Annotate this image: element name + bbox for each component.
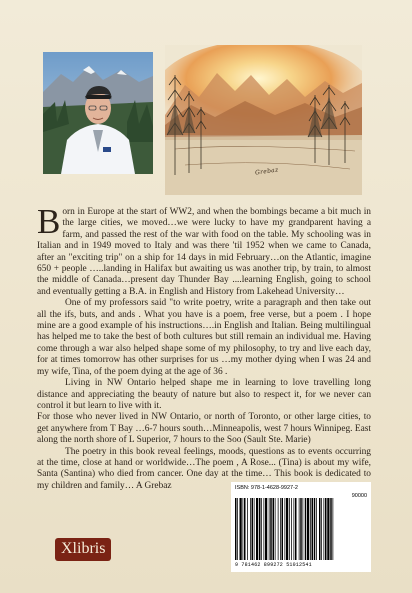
barcode-bar — [314, 498, 316, 560]
barcode-bar — [324, 498, 325, 560]
barcode-bar — [265, 498, 267, 560]
barcode-bar — [327, 498, 329, 560]
barcode-bar — [259, 498, 261, 560]
barcode-bar — [261, 498, 262, 560]
barcode-bar — [278, 498, 279, 560]
author-biography — [37, 202, 371, 492]
barcode-bar — [299, 498, 300, 560]
barcode-bar — [285, 498, 286, 560]
barcode-bar — [319, 498, 321, 560]
barcode-bar — [310, 498, 311, 560]
barcode-bar — [247, 498, 248, 560]
barcode-bar — [295, 498, 297, 560]
drop-cap: B — [37, 202, 61, 241]
barcode-bar — [321, 498, 322, 560]
barcode-bar — [250, 498, 251, 560]
barcode-bar — [300, 498, 302, 560]
author-photo — [43, 52, 153, 174]
price-code: 90000 — [351, 493, 367, 499]
barcode-bar — [256, 498, 258, 560]
barcode-bar — [270, 498, 272, 560]
barcode-bar — [325, 498, 327, 560]
paragraph-2: One of my professors said "to write poetry, write a paragraph and then take out all the ifs, buts, and ands . What you have is a poem, free verse, but a poem . I hope mine are a good example of his instructions….in English and Italian. Being multilingual has helped me to take the best of both cultures but still remain an individual me. Having come through a war also helped shape some of my philosophy, to try and live each day, for at times tomorrow has other surprises for us …my mother dying when I was 24 and my wife, Tina, of the poem dying at the age of 36 . — [37, 298, 371, 377]
barcode-bar — [237, 498, 238, 560]
paragraph-3: Living in NW Ontario helped shape me in learning to love travelling long distance and appreciating the beauty of nature but also to respect it, for we never can control it but learn to live with it. — [37, 378, 371, 411]
barcode-bar — [275, 498, 276, 560]
barcode-bar — [235, 498, 237, 560]
barcode-bar — [330, 498, 332, 560]
isbn-barcode — [231, 482, 371, 572]
paragraph-1-text: orn in Europe at the start of WW2, and when the bombings became a bit much in the large cities, we moved…we were lucky to have my grandparent having a farm, and passed the rest of the war with food on the table. My schooling was in Italian and in 1949 moved to Italy and was there 'til 1952 when we came to Canada, after an "exciting trip" on a ship for 14 days in mid February…on the Atlantic, imagine 650 + people …..landing in Halifax but awaiting us was another trip, by train, to almost the middle of Canada…present day Thunder Bay ....learning English, going to school and eventually getting a B.A. in English and History from Lakehead University… — [37, 207, 371, 297]
barcode-bar — [289, 498, 290, 560]
barcode-bar — [333, 498, 334, 560]
publisher-logo: Xlibris — [55, 538, 111, 561]
barcode-bar — [316, 498, 317, 560]
barcode-bar — [269, 498, 270, 560]
barcode-bar — [312, 498, 314, 560]
barcode-bar — [282, 498, 284, 560]
barcode-bar — [305, 498, 307, 560]
barcode-bar — [244, 498, 246, 560]
barcode-bar — [286, 498, 288, 560]
barcode-bar — [264, 498, 265, 560]
paragraph-5: The poetry in this book reveal feelings, moods, questions as to events occurring at the time, close at hand or worldwide…The poem , A Rose... (Tina) is about my wife, Santa (Santina) who died from cancer. One day at the time… This book is dedicated to my children and family… A Grebaz — [37, 446, 371, 491]
paragraph-1 — [37, 202, 371, 298]
barcode-bar — [273, 498, 275, 560]
barcode-bar — [307, 498, 309, 560]
barcode-bars — [235, 498, 367, 560]
barcode-bar — [303, 498, 304, 560]
barcode-bar — [252, 498, 254, 560]
painting-signature: Grebaz — [254, 166, 279, 177]
barcode-bar — [294, 498, 295, 560]
barcode-bar — [243, 498, 244, 560]
isbn-label: ISBN: 978-1-4628-9927-2 — [235, 485, 298, 491]
barcode-bar — [280, 498, 281, 560]
paragraph-4: For those who never lived in NW Ontario, or north of Toronto, or other large cities, to get anywhere from T Bay …6-7 hours south…Minneapolis, west 7 hours Winnipeg. East along the north shore of L Superior, 7 hours to the Soo (Sault Ste. Marie) — [37, 412, 371, 446]
barcode-bar — [291, 498, 292, 560]
barcode-digits: 9 781462 899272 51012541 — [235, 562, 312, 568]
barcode-bar — [254, 498, 255, 560]
barcode-bar — [240, 498, 242, 560]
